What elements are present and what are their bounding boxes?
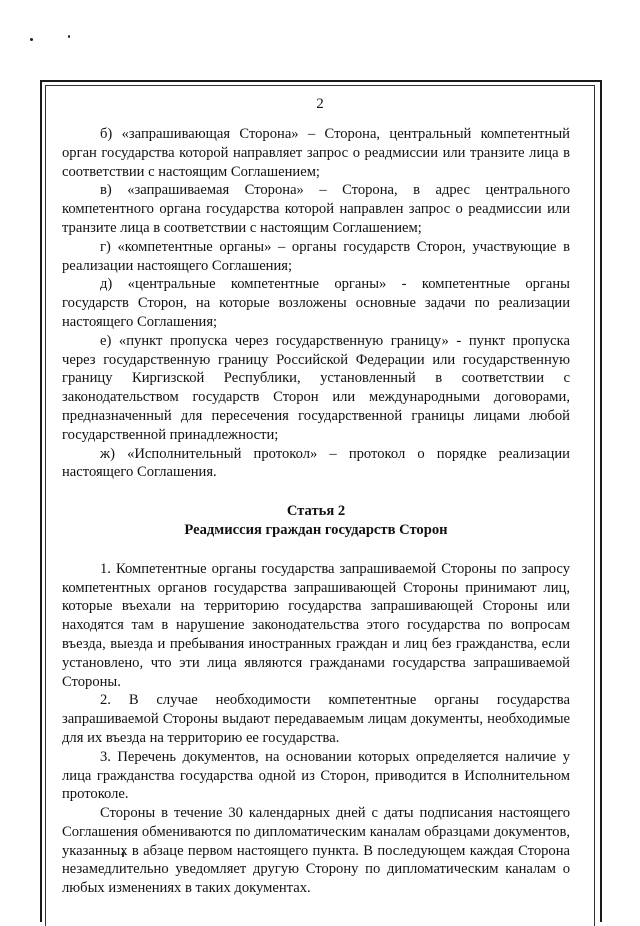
definition-d: д) «центральные компетентные органы» - компетентные органы государств Сторон, на которые возложены основные задачи по реализации настоящего Соглашения; xyxy=(62,276,570,330)
article-paragraph-3: 3. Перечень документов, на основании которых определяется наличие у лица гражданства государства одной из Сторон, приводится в Исполнительном протоколе. xyxy=(62,748,570,803)
article-paragraph-3-continued: Стороны в течение 30 календарных дней с даты подписания настоящего Соглашения обмениваются по дипломатическим каналам образцами документов, указанных в абзаце первом настоящего пункта. В последующем каждая Сторона незамедлительно уведомляет другую Сторону по дипломатическим каналам о любых изменениях в таких документах. xyxy=(62,805,570,897)
definition-b: б) «запрашивающая Сторона» – Сторона, центральный компетентный орган государства которой направляет запрос о реадмиссии или транзите лица в соответствии с настоящим Соглашением; xyxy=(62,126,570,180)
page-number: 2 xyxy=(316,96,324,112)
definition-g: г) «компетентные органы» – органы государств Сторон, участвующие в реализации настоящего Соглашения; xyxy=(62,238,570,274)
definition-e: е) «пункт пропуска через государственную границу» - пункт пропуска через государственную границу Российской Федерации или государственную границу Киргизской Республики, установленный в соответствии с законодательством государств Сторон или международными договорами, предназначенный для пересечения государственной границы лицами любой государственной принадлежности; xyxy=(62,332,570,443)
article-paragraph-2: 2. В случае необходимости компетентные органы государства запрашиваемой Стороны выдают передаваемым лицам документы, необходимые для их въезда на территорию ее государства. xyxy=(62,692,570,746)
definition-zh: ж) «Исполнительный протокол» – протокол о порядке реализации настоящего Соглашения. xyxy=(62,445,570,481)
definition-v: в) «запрашиваемая Сторона» – Сторона, в адрес центрального компетентного органа государства которой направлен запрос о реадмиссии или транзите лица в соответствии с настоящим Соглашением; xyxy=(62,182,570,236)
document-body xyxy=(62,125,570,898)
article-paragraph-1: 1. Компетентные органы государства запрашиваемой Стороны по запросу компетентных органов государства запрашивающей Стороны принимают лиц, которые въехали на территорию государства запрашивающей Стороны или находятся там в нарушение законодательства этого государства по вопросам въезда, выезда и пребывания иностранных граждан и лиц без гражданства, если установлено, что эти лица являются гражданами государства запрашиваемой Стороны. xyxy=(62,560,570,690)
article-title: Реадмиссия граждан государств Сторон xyxy=(184,521,448,538)
scan-speck xyxy=(68,35,70,38)
scan-speck xyxy=(30,38,33,41)
article-number: Статья 2 xyxy=(286,503,346,520)
article-heading xyxy=(62,502,570,540)
